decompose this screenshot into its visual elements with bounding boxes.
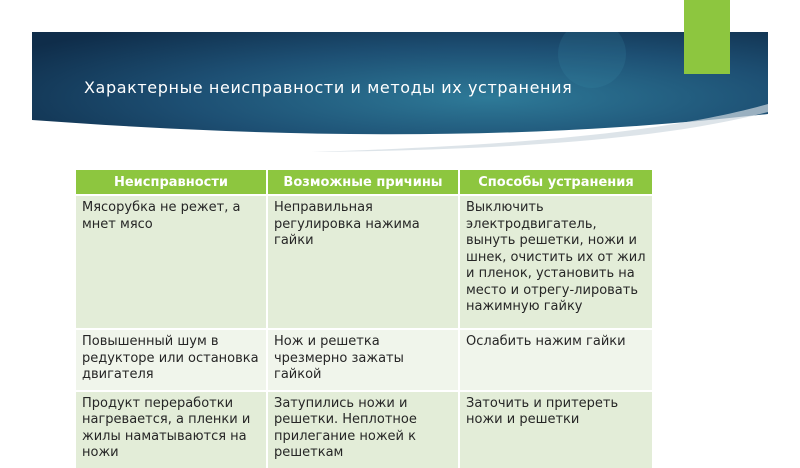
accent-bar [684,0,730,74]
malfunctions-table [76,170,652,468]
table-row [76,195,652,329]
header-causes: Возможные причины [267,170,459,195]
header-malfunctions: Неисправности [76,170,267,195]
table-row [76,329,652,391]
cell-cause: Неправильная регулировка нажима гайки [267,195,459,329]
table-row [76,391,652,468]
table-header-row [76,170,652,195]
cell-malfunction: Повышенный шум в редукторе или остановка двигателя [76,329,267,391]
cell-cause: Нож и решетка чрезмерно зажаты гайкой [267,329,459,391]
cell-remedy: Заточить и притереть ножи и решетки [459,391,652,468]
cell-malfunction: Продукт переработки нагревается, а пленки и жилы наматываются на ножи [76,391,267,468]
cell-malfunction: Мясорубка не режет, а мнет мясо [76,195,267,329]
cell-remedy: Ослабить нажим гайки [459,329,652,391]
cell-cause: Затупились ножи и решетки. Неплотное прилегание ножей к решеткам [267,391,459,468]
page-title: Характерные неисправности и методы их устранения [84,78,573,97]
header-remedies: Способы устранения [459,170,652,195]
cell-remedy: Выключить электродвигатель, вынуть решетки, ножи и шнек, очистить их от жил и пленок, установить на место и отрегу-лировать нажимную гайку [459,195,652,329]
